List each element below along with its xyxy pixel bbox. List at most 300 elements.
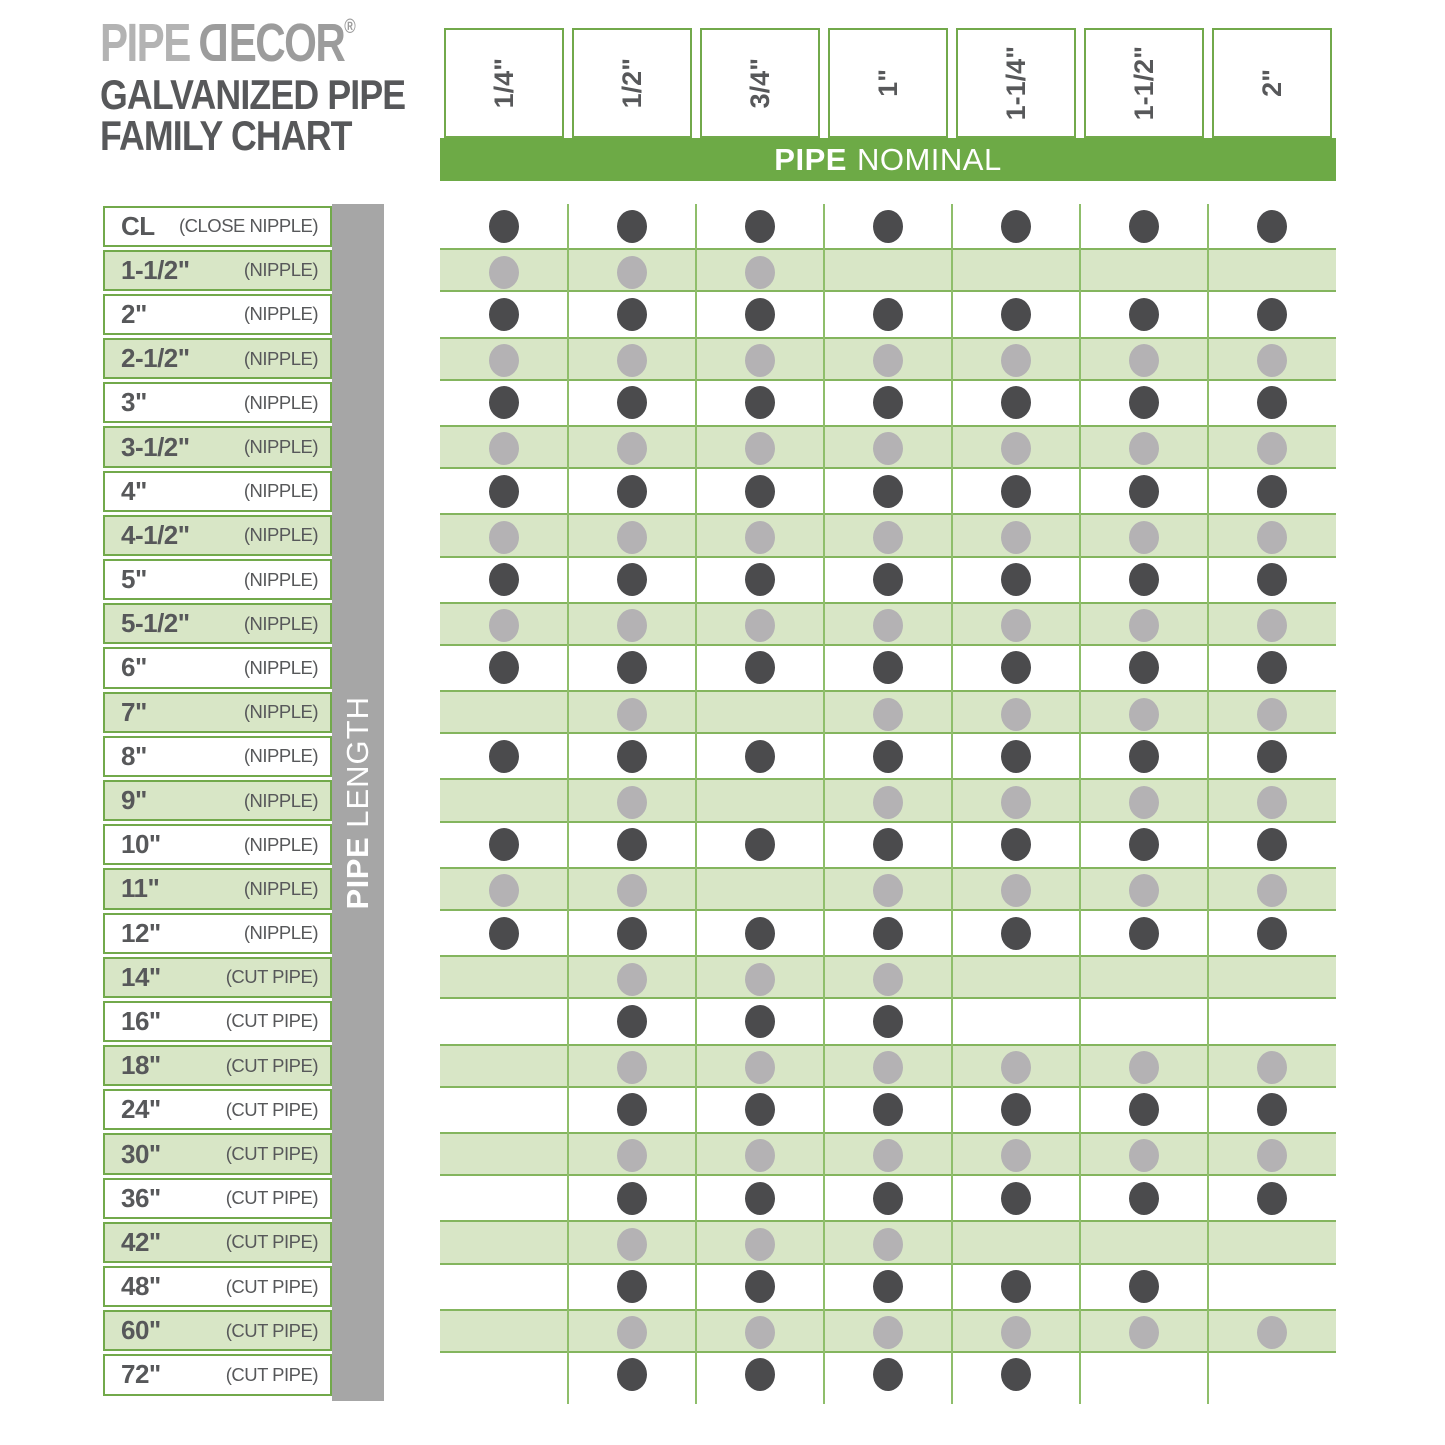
column-header-cell <box>572 28 692 138</box>
availability-dot <box>1257 432 1287 465</box>
grid-row <box>440 1044 1336 1088</box>
row-type-label: (NIPPLE) <box>243 833 318 855</box>
row-type-label: (CUT PIPE) <box>225 1054 318 1076</box>
row-label-cell <box>103 692 332 733</box>
pipe-nominal-bold: PIPE <box>774 141 847 177</box>
availability-dot <box>489 344 519 377</box>
row-label-cell <box>103 559 332 600</box>
grid-row <box>440 1265 1336 1309</box>
availability-dot <box>745 210 775 243</box>
row-size-label: 42" <box>121 1226 161 1257</box>
grid-row <box>440 1088 1336 1132</box>
column-header-cell <box>444 28 564 138</box>
column-header-label: 1/2" <box>616 57 647 109</box>
availability-dot <box>489 740 519 773</box>
availability-dot <box>489 651 519 684</box>
availability-dot <box>1129 1270 1159 1303</box>
row-label-cell <box>103 1089 332 1130</box>
row-type-label: (CUT PIPE) <box>225 1143 318 1165</box>
row-label-slot <box>103 1220 332 1264</box>
brand-logo <box>100 12 356 74</box>
grid-row <box>440 1220 1336 1264</box>
row-size-label: 11" <box>121 873 160 904</box>
availability-dot <box>617 828 647 861</box>
grid-row <box>440 248 1336 292</box>
availability-dot <box>1129 651 1159 684</box>
availability-dot <box>745 1358 775 1391</box>
row-type-label: (CLOSE NIPPLE) <box>179 215 318 237</box>
grid-row <box>440 602 1336 646</box>
availability-dot <box>1001 386 1031 419</box>
availability-dot <box>745 1005 775 1038</box>
row-size-label: 12" <box>121 917 161 948</box>
pipe-length-label: PIPE LENGTH <box>340 695 375 910</box>
availability-dot <box>617 210 647 243</box>
row-label-slot <box>103 381 332 425</box>
availability-dot <box>617 475 647 508</box>
grid-row <box>440 558 1336 602</box>
availability-dot <box>617 298 647 331</box>
availability-dot <box>1129 1093 1159 1126</box>
availability-dot <box>489 475 519 508</box>
row-label-slot <box>103 248 332 292</box>
availability-dot <box>1001 1182 1031 1215</box>
row-label-cell <box>103 1133 332 1174</box>
availability-dot <box>1129 298 1159 331</box>
row-label-cell <box>103 515 332 556</box>
availability-dot <box>1257 698 1287 731</box>
row-type-label: (NIPPLE) <box>243 745 318 767</box>
availability-dot <box>873 521 903 554</box>
availability-dot <box>873 1316 903 1349</box>
row-label-slot <box>103 999 332 1043</box>
row-size-label: 18" <box>121 1050 161 1081</box>
row-label-cell <box>103 603 332 644</box>
availability-dot <box>617 786 647 819</box>
availability-dot <box>1257 917 1287 950</box>
availability-dot <box>1001 698 1031 731</box>
availability-dot <box>873 609 903 642</box>
availability-dot <box>1129 874 1159 907</box>
availability-dot <box>617 1093 647 1126</box>
row-size-label: 1-1/2" <box>121 254 190 285</box>
availability-dot <box>617 1228 647 1261</box>
availability-dot <box>1129 563 1159 596</box>
availability-dot <box>617 1005 647 1038</box>
availability-dot <box>1257 210 1287 243</box>
availability-dot <box>489 917 519 950</box>
availability-dot <box>873 1358 903 1391</box>
row-type-label: (CUT PIPE) <box>225 1098 318 1120</box>
row-type-label: (NIPPLE) <box>243 259 318 281</box>
column-header-label: 3/4" <box>744 57 775 109</box>
availability-dot <box>873 698 903 731</box>
row-type-label: (NIPPLE) <box>243 303 318 325</box>
row-label-cell <box>103 1001 332 1042</box>
availability-dot <box>745 1316 775 1349</box>
grid-row <box>440 1176 1336 1220</box>
row-label-slot <box>103 646 332 690</box>
availability-dot <box>1257 475 1287 508</box>
row-type-label: (NIPPLE) <box>243 391 318 413</box>
row-label-slot <box>103 823 332 867</box>
row-label-cell <box>103 338 332 379</box>
column-header-cell <box>1212 28 1332 138</box>
row-label-slot <box>103 1044 332 1088</box>
availability-dot <box>1001 1270 1031 1303</box>
availability-dot <box>489 298 519 331</box>
availability-dot <box>1257 609 1287 642</box>
availability-dot <box>489 386 519 419</box>
availability-dot <box>1001 521 1031 554</box>
availability-dot <box>745 609 775 642</box>
availability-dot <box>1257 298 1287 331</box>
column-header-label: 1/4" <box>488 57 519 109</box>
availability-dot <box>873 386 903 419</box>
row-size-label: 10" <box>121 829 161 860</box>
availability-dot <box>1001 563 1031 596</box>
availability-dot <box>1129 786 1159 819</box>
registered-trademark-symbol: ® <box>344 16 356 38</box>
availability-dot <box>1001 651 1031 684</box>
pipe-length-bar <box>332 204 384 1401</box>
row-label-slot <box>103 469 332 513</box>
availability-dot <box>1001 740 1031 773</box>
availability-dot <box>617 386 647 419</box>
availability-dot <box>873 1270 903 1303</box>
availability-dot <box>1257 828 1287 861</box>
row-label-cell <box>103 868 332 909</box>
availability-dot <box>489 828 519 861</box>
availability-dot <box>489 563 519 596</box>
row-label-cell <box>103 1266 332 1307</box>
row-label-slot <box>103 513 332 557</box>
availability-dot <box>1257 344 1287 377</box>
row-type-label: (CUT PIPE) <box>225 1363 318 1385</box>
availability-dot <box>1001 210 1031 243</box>
column-separator-line <box>1079 204 1081 1404</box>
availability-dot <box>1257 786 1287 819</box>
row-label-slot <box>103 690 332 734</box>
availability-dot <box>1257 1051 1287 1084</box>
availability-dot <box>617 917 647 950</box>
availability-dot <box>873 563 903 596</box>
row-type-label: (NIPPLE) <box>243 568 318 590</box>
availability-dot <box>1257 386 1287 419</box>
column-separator-line <box>1207 204 1209 1404</box>
row-type-label: (CUT PIPE) <box>225 966 318 988</box>
brand-word-decor: DECOR <box>199 13 345 73</box>
availability-dot <box>1129 698 1159 731</box>
row-size-label: 60" <box>121 1315 161 1346</box>
availability-dot <box>873 475 903 508</box>
availability-dot <box>745 298 775 331</box>
row-label-slot <box>103 558 332 602</box>
row-label-slot <box>103 1265 332 1309</box>
availability-dot <box>745 1182 775 1215</box>
row-type-label: (CUT PIPE) <box>225 1275 318 1297</box>
availability-dot <box>1001 1093 1031 1126</box>
row-label-slot <box>103 602 332 646</box>
row-label-slot <box>103 734 332 778</box>
grid-row <box>440 999 1336 1043</box>
row-type-label: (NIPPLE) <box>243 480 318 502</box>
row-size-label: 30" <box>121 1138 161 1169</box>
availability-dot <box>873 651 903 684</box>
availability-dot <box>745 475 775 508</box>
pipe-nominal-regular: NOMINAL <box>856 141 1002 177</box>
availability-dot <box>1001 1316 1031 1349</box>
row-label-cell <box>103 1310 332 1351</box>
availability-dot <box>745 1270 775 1303</box>
availability-dot <box>873 1051 903 1084</box>
row-type-label: (CUT PIPE) <box>225 1319 318 1341</box>
availability-dot <box>1129 740 1159 773</box>
grid-row <box>440 292 1336 336</box>
row-size-label: 72" <box>121 1359 161 1390</box>
row-label-cell <box>103 206 332 247</box>
row-type-label: (CUT PIPE) <box>225 1231 318 1253</box>
row-label-cell <box>103 780 332 821</box>
grid-row <box>440 337 1336 381</box>
availability-dot <box>1129 475 1159 508</box>
grid-row <box>440 911 1336 955</box>
availability-dot <box>617 563 647 596</box>
availability-dot <box>617 1051 647 1084</box>
grid-row <box>440 734 1336 778</box>
availability-dot <box>617 609 647 642</box>
chart-title-line1: GALVANIZED PIPE <box>100 71 406 118</box>
grid-row <box>440 1309 1336 1353</box>
grid-row <box>440 955 1336 999</box>
row-label-slot <box>103 911 332 955</box>
row-size-label: 5" <box>121 564 147 595</box>
availability-dot <box>617 698 647 731</box>
grid-row <box>440 823 1336 867</box>
availability-dot <box>873 1182 903 1215</box>
availability-dot <box>1001 432 1031 465</box>
row-label-cell <box>103 1045 332 1086</box>
row-size-label: 7" <box>121 696 147 727</box>
row-size-label: 9" <box>121 785 147 816</box>
row-size-label: 8" <box>121 740 147 771</box>
availability-dot <box>1001 1358 1031 1391</box>
availability-dot <box>745 963 775 996</box>
availability-dot <box>617 256 647 289</box>
availability-dot <box>1001 1139 1031 1172</box>
row-size-label: 48" <box>121 1271 161 1302</box>
availability-dot <box>617 1316 647 1349</box>
availability-dot <box>745 1051 775 1084</box>
availability-dot <box>745 344 775 377</box>
chart-title <box>100 71 406 159</box>
availability-dot <box>489 521 519 554</box>
availability-dot <box>873 917 903 950</box>
availability-dot <box>873 786 903 819</box>
availability-dot <box>617 344 647 377</box>
availability-dot <box>617 963 647 996</box>
row-label-cell <box>103 250 332 291</box>
availability-dot <box>1257 1316 1287 1349</box>
availability-dot <box>1257 1139 1287 1172</box>
column-header-label: 1-1/4" <box>1000 45 1031 121</box>
availability-dot <box>1001 609 1031 642</box>
row-size-label: 14" <box>121 961 161 992</box>
grid-row <box>440 867 1336 911</box>
row-label-cell <box>103 1222 332 1263</box>
grid-row <box>440 469 1336 513</box>
availability-dot <box>617 521 647 554</box>
availability-grid <box>440 204 1336 1397</box>
row-label-cell <box>103 1178 332 1219</box>
availability-dot <box>1257 1093 1287 1126</box>
availability-dot <box>1129 917 1159 950</box>
availability-dot <box>1257 1182 1287 1215</box>
row-label-slot <box>103 1176 332 1220</box>
column-separator-line <box>567 204 569 1404</box>
availability-dot <box>873 828 903 861</box>
availability-dot <box>617 432 647 465</box>
availability-dot <box>873 1093 903 1126</box>
availability-dot <box>873 298 903 331</box>
availability-dot <box>1257 740 1287 773</box>
column-header-label: 1-1/2" <box>1128 45 1159 121</box>
availability-dot <box>1129 1182 1159 1215</box>
row-type-label: (NIPPLE) <box>243 701 318 723</box>
row-label-cell <box>103 647 332 688</box>
row-type-label: (NIPPLE) <box>243 877 318 899</box>
availability-dot <box>1001 475 1031 508</box>
availability-dot <box>745 1228 775 1261</box>
row-type-label: (NIPPLE) <box>243 524 318 546</box>
row-size-label: 3" <box>121 387 147 418</box>
row-labels <box>103 204 332 1397</box>
row-size-label: CL <box>121 210 155 241</box>
availability-dot <box>489 609 519 642</box>
row-label-slot <box>103 337 332 381</box>
availability-dot <box>1129 609 1159 642</box>
grid-row <box>440 513 1336 557</box>
availability-dot <box>745 828 775 861</box>
availability-dot <box>873 1139 903 1172</box>
availability-dot <box>617 874 647 907</box>
row-label-slot <box>103 1309 332 1353</box>
row-type-label: (NIPPLE) <box>243 656 318 678</box>
availability-dot <box>873 740 903 773</box>
availability-dot <box>873 1005 903 1038</box>
availability-dot <box>745 917 775 950</box>
availability-dot <box>1129 432 1159 465</box>
column-header-cell <box>700 28 820 138</box>
grid-row <box>440 425 1336 469</box>
row-type-label: (NIPPLE) <box>243 347 318 369</box>
column-header-label: 1" <box>872 69 903 97</box>
row-size-label: 4" <box>121 475 147 506</box>
column-header-cell <box>828 28 948 138</box>
row-label-slot <box>103 1353 332 1397</box>
column-header-cell <box>1084 28 1204 138</box>
row-label-cell <box>103 824 332 865</box>
availability-dot <box>617 1270 647 1303</box>
row-size-label: 5-1/2" <box>121 608 190 639</box>
row-size-label: 4-1/2" <box>121 519 190 550</box>
row-size-label: 6" <box>121 652 147 683</box>
availability-dot <box>617 1139 647 1172</box>
availability-dot <box>1129 1316 1159 1349</box>
row-type-label: (NIPPLE) <box>243 922 318 944</box>
availability-dot <box>617 740 647 773</box>
row-label-cell <box>103 1354 332 1395</box>
row-label-cell <box>103 957 332 998</box>
chart-title-line2: FAMILY CHART <box>100 112 352 159</box>
availability-dot <box>617 1358 647 1391</box>
availability-dot <box>1001 1051 1031 1084</box>
availability-dot <box>873 963 903 996</box>
availability-dot <box>1257 651 1287 684</box>
availability-dot <box>1001 344 1031 377</box>
availability-dot <box>873 432 903 465</box>
grid-row <box>440 778 1336 822</box>
row-label-slot <box>103 955 332 999</box>
availability-dot <box>745 651 775 684</box>
row-label-cell <box>103 471 332 512</box>
availability-dot <box>1001 828 1031 861</box>
column-header-cell <box>956 28 1076 138</box>
column-separator-line <box>823 204 825 1404</box>
availability-dot <box>1129 344 1159 377</box>
row-size-label: 2" <box>121 298 147 329</box>
row-type-label: (CUT PIPE) <box>225 1010 318 1032</box>
grid-row <box>440 381 1336 425</box>
row-label-cell <box>103 426 332 467</box>
row-label-slot <box>103 1088 332 1132</box>
row-size-label: 16" <box>121 1005 161 1036</box>
availability-dot <box>1129 828 1159 861</box>
row-size-label: 36" <box>121 1182 161 1213</box>
availability-dot <box>489 210 519 243</box>
column-header-label: 2" <box>1256 69 1287 97</box>
row-size-label: 3-1/2" <box>121 431 190 462</box>
availability-dot <box>745 740 775 773</box>
availability-dot <box>873 344 903 377</box>
availability-dot <box>1129 386 1159 419</box>
availability-dot <box>617 651 647 684</box>
availability-dot <box>745 432 775 465</box>
column-separator-line <box>695 204 697 1404</box>
availability-dot <box>745 256 775 289</box>
row-size-label: 24" <box>121 1094 161 1125</box>
availability-dot <box>1129 521 1159 554</box>
availability-dot <box>873 210 903 243</box>
availability-dot <box>1001 917 1031 950</box>
row-label-slot <box>103 204 332 248</box>
availability-dot <box>1129 210 1159 243</box>
row-label-slot <box>103 867 332 911</box>
row-label-cell <box>103 382 332 423</box>
availability-dot <box>1257 874 1287 907</box>
row-type-label: (NIPPLE) <box>243 612 318 634</box>
grid-row <box>440 1132 1336 1176</box>
availability-dot <box>489 432 519 465</box>
availability-dot <box>1129 1139 1159 1172</box>
row-label-slot <box>103 292 332 336</box>
grid-row <box>440 646 1336 690</box>
availability-dot <box>745 563 775 596</box>
availability-dot <box>1129 1051 1159 1084</box>
row-size-label: 2-1/2" <box>121 343 190 374</box>
pipe-nominal-band <box>440 138 1336 181</box>
availability-dot <box>745 521 775 554</box>
